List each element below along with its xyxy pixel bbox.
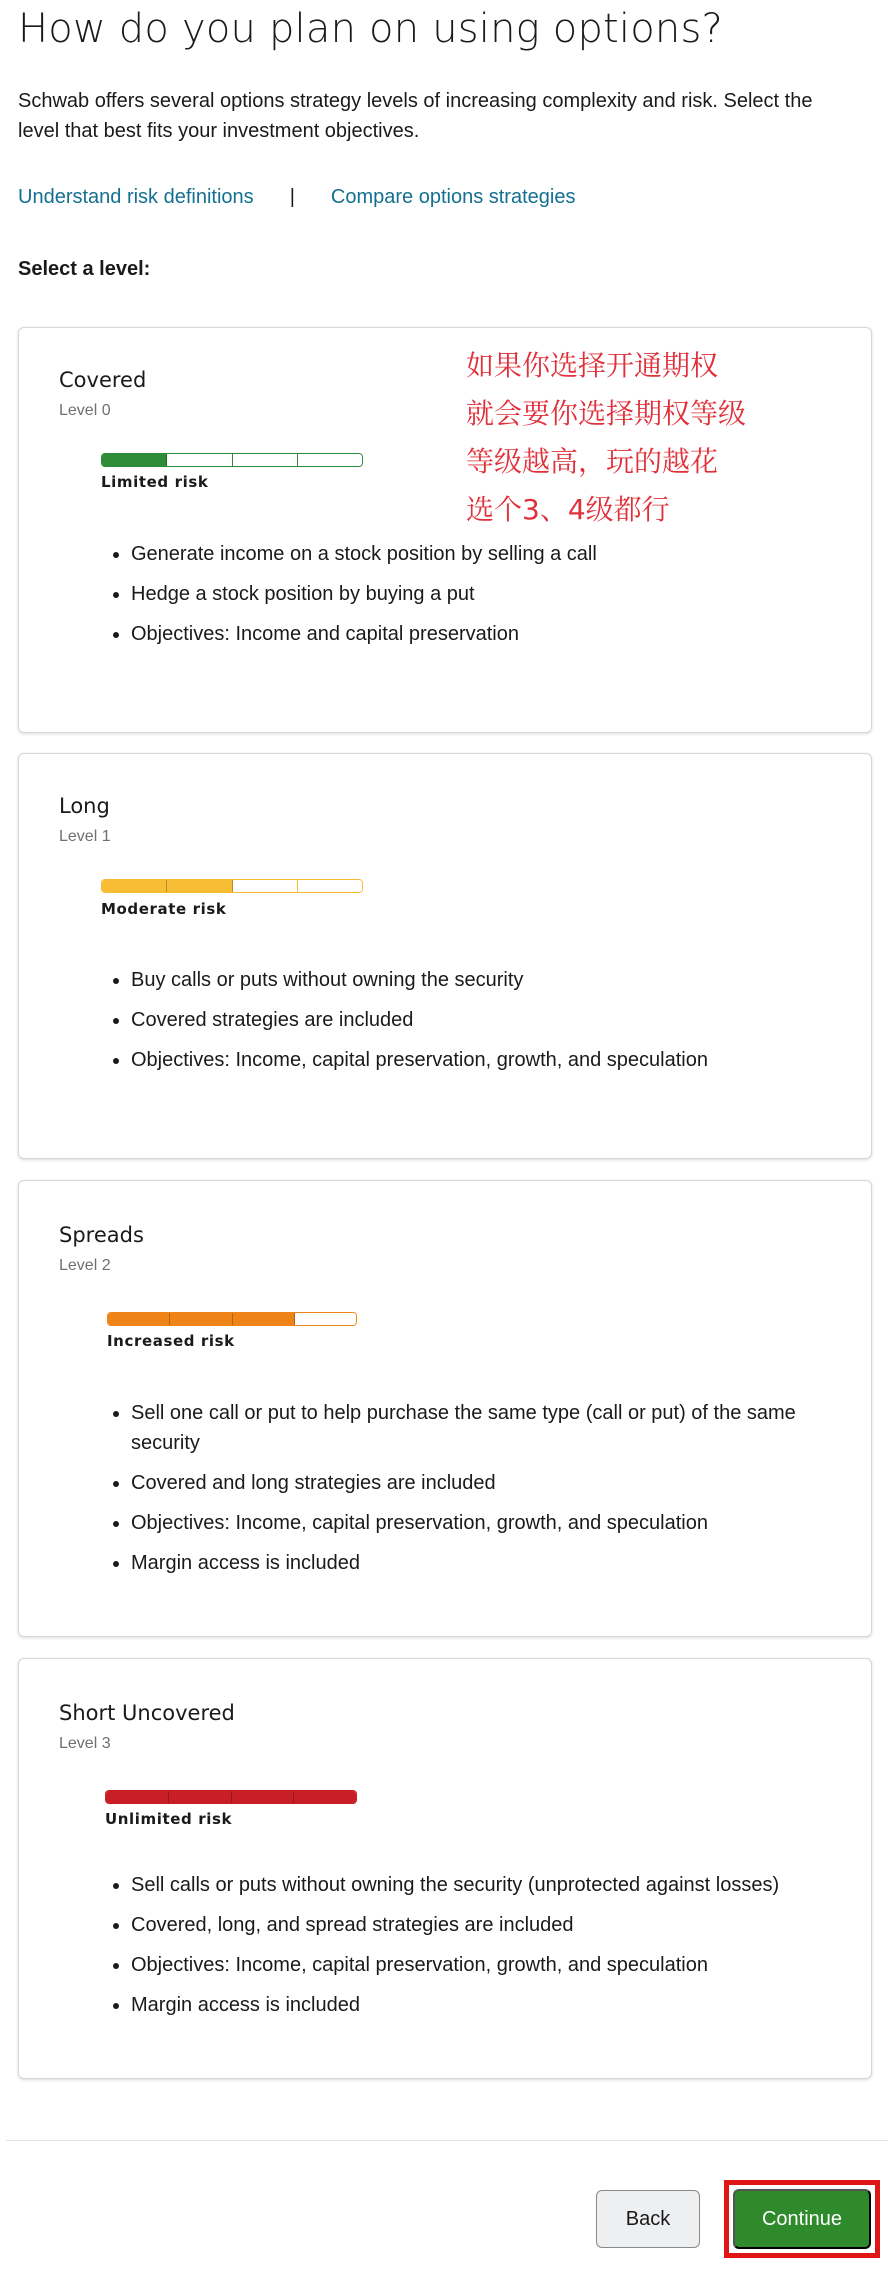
- footer-divider: [6, 2140, 888, 2141]
- back-button[interactable]: Back: [596, 2190, 700, 2248]
- risk-segment-empty: [167, 454, 232, 466]
- level-card-long[interactable]: [18, 753, 872, 1159]
- risk-segment-filled: [108, 1313, 170, 1325]
- list-item: • Covered strategies are included: [131, 1005, 831, 1035]
- level-title: Short Uncovered: [59, 1701, 235, 1725]
- level-card-spreads[interactable]: [18, 1180, 872, 1637]
- continue-button[interactable]: Continue: [733, 2189, 871, 2249]
- risk-segment-filled: [170, 1313, 232, 1325]
- level-description-list: [75, 965, 831, 1085]
- annotation-overlay: [466, 342, 746, 534]
- link-separator: |: [289, 186, 295, 208]
- risk-meter: [107, 1312, 357, 1326]
- risk-segment-filled: [169, 1791, 232, 1803]
- annotation-line: 就会要你选择期权等级: [466, 397, 747, 430]
- level-card-short-uncovered[interactable]: [18, 1658, 872, 2079]
- page-title: How do you plan on using options?: [18, 6, 723, 52]
- level-description-list: [75, 1398, 831, 1588]
- risk-meter: [105, 1790, 357, 1804]
- list-item: • Margin access is included: [131, 1990, 891, 2020]
- risk-segment-filled: [102, 454, 167, 466]
- risk-segment-filled: [233, 1313, 295, 1325]
- list-item: • Buy calls or puts without owning the security: [131, 965, 831, 995]
- level-description-list: [75, 539, 831, 659]
- list-item: • Sell calls or puts without owning the security (unprotected against losses): [131, 1870, 891, 1900]
- risk-segment-empty: [295, 1313, 356, 1325]
- list-item: • Objectives: Income, capital preservation, growth, and speculation: [131, 1045, 831, 1075]
- risk-segment-filled: [102, 880, 167, 892]
- risk-segment-filled: [232, 1791, 295, 1803]
- risk-segment-empty: [298, 454, 362, 466]
- list-item: • Margin access is included: [131, 1548, 831, 1578]
- intro-text: Schwab offers several options strategy levels of increasing complexity and risk. Select the level that best fits your investment objectives.: [18, 90, 813, 142]
- risk-segment-filled: [167, 880, 232, 892]
- level-number: Level 0: [59, 402, 111, 419]
- list-item: • Objectives: Income and capital preservation: [131, 619, 831, 649]
- annotation-line: 如果你选择开通期权: [466, 349, 719, 382]
- annotation-line: 选个3、4级都行: [466, 493, 670, 526]
- level-number: Level 3: [59, 1735, 111, 1752]
- level-number: Level 1: [59, 828, 111, 845]
- list-item: • Covered and long strategies are included: [131, 1468, 831, 1498]
- annotation-line: 等级越高，玩的越花: [466, 445, 719, 478]
- risk-meter: [101, 879, 363, 893]
- list-item: • Covered, long, and spread strategies are included: [131, 1910, 891, 1940]
- compare-options-strategies-link[interactable]: Compare options strategies: [330, 186, 576, 208]
- list-item: • Generate income on a stock position by selling a call: [131, 539, 831, 569]
- risk-label: Moderate risk: [101, 900, 227, 918]
- understand-risk-definitions-link[interactable]: Understand risk definitions: [18, 186, 254, 208]
- risk-segment-filled: [294, 1791, 356, 1803]
- level-title: Long: [59, 794, 110, 818]
- select-level-label: Select a level:: [18, 258, 151, 280]
- risk-label: Limited risk: [101, 473, 209, 491]
- risk-label: Increased risk: [107, 1332, 235, 1350]
- level-title: Spreads: [59, 1223, 144, 1247]
- risk-segment-empty: [233, 454, 298, 466]
- risk-segment-empty: [233, 880, 298, 892]
- list-item: • Hedge a stock position by buying a put: [131, 579, 831, 609]
- risk-segment-filled: [106, 1791, 169, 1803]
- list-item: • Sell one call or put to help purchase the same type (call or put) of the same security: [131, 1398, 831, 1458]
- list-item: • Objectives: Income, capital preservation, growth, and speculation: [131, 1950, 891, 1980]
- level-number: Level 2: [59, 1257, 111, 1274]
- risk-label: Unlimited risk: [105, 1810, 233, 1828]
- risk-segment-empty: [298, 880, 362, 892]
- list-item: • Objectives: Income, capital preservation, growth, and speculation: [131, 1508, 831, 1538]
- help-links: [18, 186, 575, 209]
- risk-meter: [101, 453, 363, 467]
- level-title: Covered: [59, 368, 147, 392]
- level-description-list: [75, 1870, 891, 2030]
